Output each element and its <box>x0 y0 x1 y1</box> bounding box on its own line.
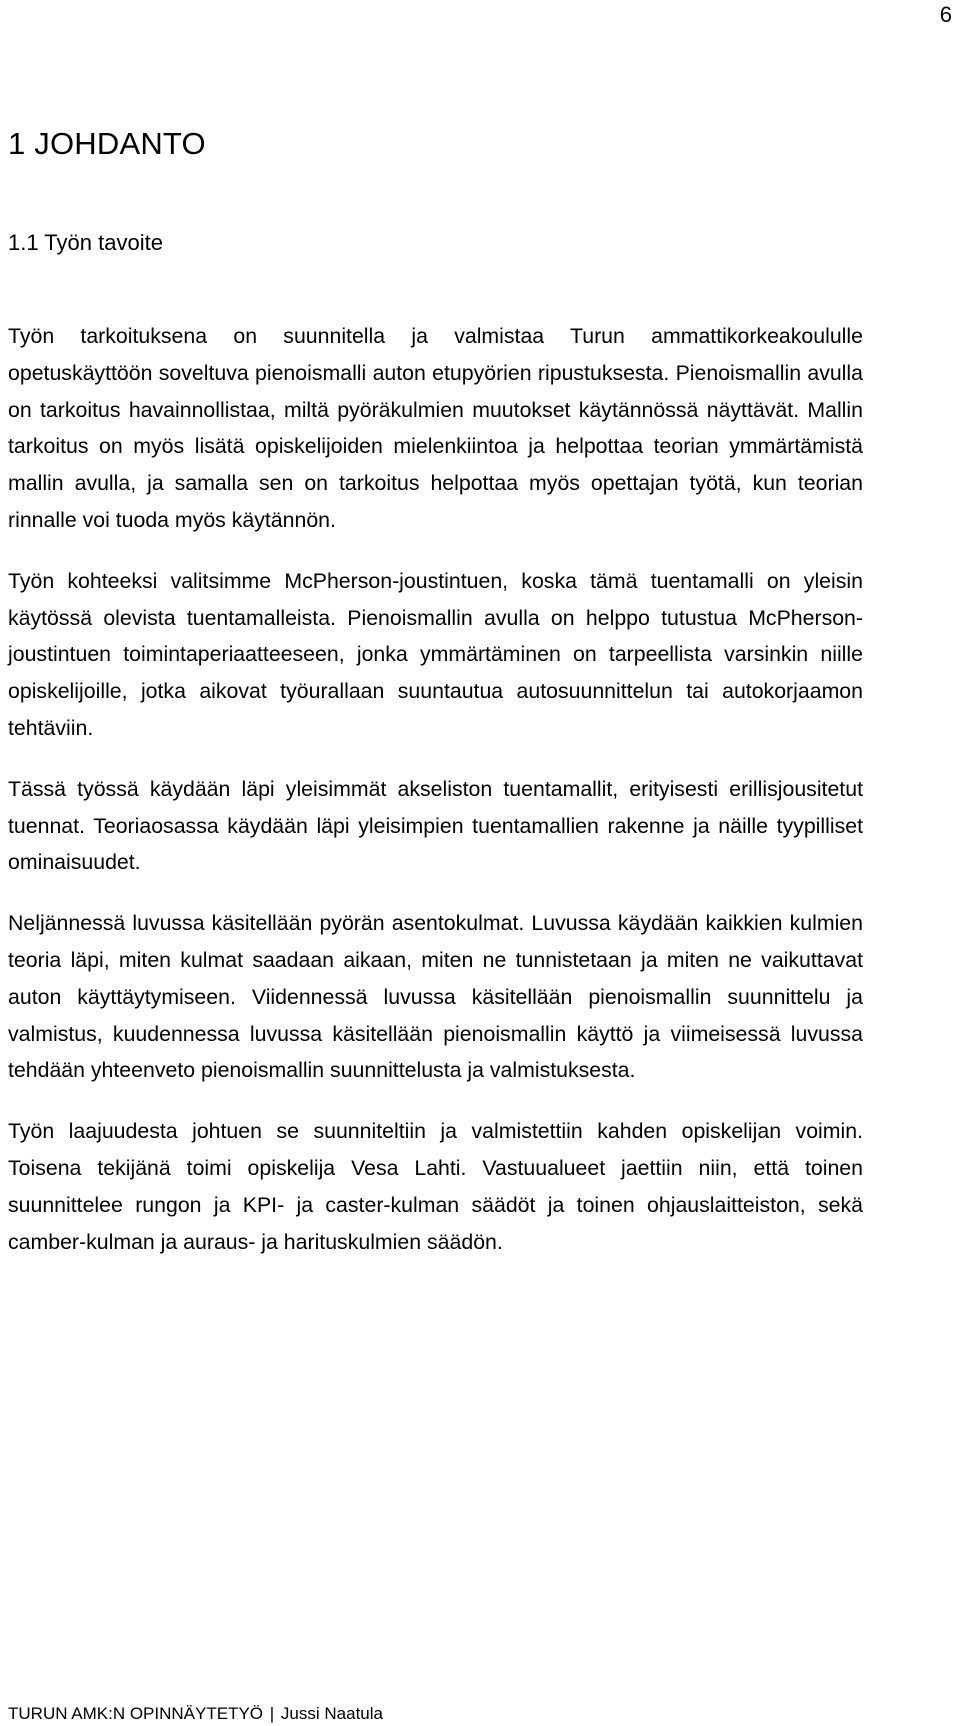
footer-author: Jussi Naatula <box>280 1704 383 1723</box>
section-heading: 1.1 Työn tavoite <box>8 230 163 255</box>
paragraph-5: Työn laajuudesta johtuen se suunniteltiin ja valmistettiin kahden opiskelijan voimin. Toisena tekijänä toimi opiskelija Vesa Lahti. Vastuualueet jaettiin niin, että toinen suunnittelee rungon ja KPI- ja caster-kulman säädöt ja toinen ohjauslaitteiston, sekä camber-kulman ja auraus- ja harituskulmien säädön. <box>8 1119 863 1254</box>
page-number: 6 <box>939 2 952 27</box>
footer-separator: | <box>269 1704 275 1723</box>
paragraph-1: Työn tarkoituksena on suunnitella ja valmistaa Turun ammattikorkeakoululle opetuskäyttöön soveltuva pienoismalli auton etupyörien ripustuksesta. Pienoismallin avulla on tarkoitus havainnollistaa, miltä pyöräkulmien muutokset käytännössä näyttävät. Mallin tarkoitus on myös lisätä opiskelijoiden mielenkiintoa ja helpottaa teorian ymmärtämistä mallin avulla, ja samalla sen on tarkoitus helpottaa myös opettajan työtä, kun teorian rinnalle voi tuoda myös käytännön. <box>8 324 863 532</box>
page-footer <box>8 1704 383 1724</box>
paragraph-3: Tässä työssä käydään läpi yleisimmät akseliston tuentamallit, erityisesti erillisjousitetut tuennat. Teoriaosassa käydään läpi yleisimpien tuentamallien rakenne ja näille tyypilliset ominaisuudet. <box>8 776 863 875</box>
paragraph-4: Neljännessä luvussa käsitellään pyörän asentokulmat. Luvussa käydään kaikkien kulmien teoria läpi, miten kulmat saadaan aikaan, miten ne tunnistetaan ja miten ne vaikuttavat auton käyttäytymiseen. Viidennessä luvussa käsitellään pienoismallin suunnittelu ja valmistus, kuudennessa luvussa käsitellään pienoismallin käyttö ja viimeisessä luvussa tehdään yhteenveto pienoismallin suunnittelusta ja valmistuksesta. <box>8 911 863 1083</box>
chapter-heading: 1 JOHDANTO <box>8 126 206 161</box>
body-text <box>8 318 863 1284</box>
paragraph-2: Työn kohteeksi valitsimme McPherson-joustintuen, koska tämä tuentamalli on yleisin käytössä olevista tuentamalleista. Pienoismallin avulla on helppo tutustua McPherson-joustintuen toimintaperiaatteeseen, jonka ymmärtäminen on tarpeellista varsinkin niille opiskelijoille, jotka aikovat työurallaan suuntautua autosuunnittelun tai autokorjaamon tehtäviin. <box>8 568 863 740</box>
footer-institution: TURUN AMK:N OPINNÄYTETYÖ <box>8 1704 264 1723</box>
